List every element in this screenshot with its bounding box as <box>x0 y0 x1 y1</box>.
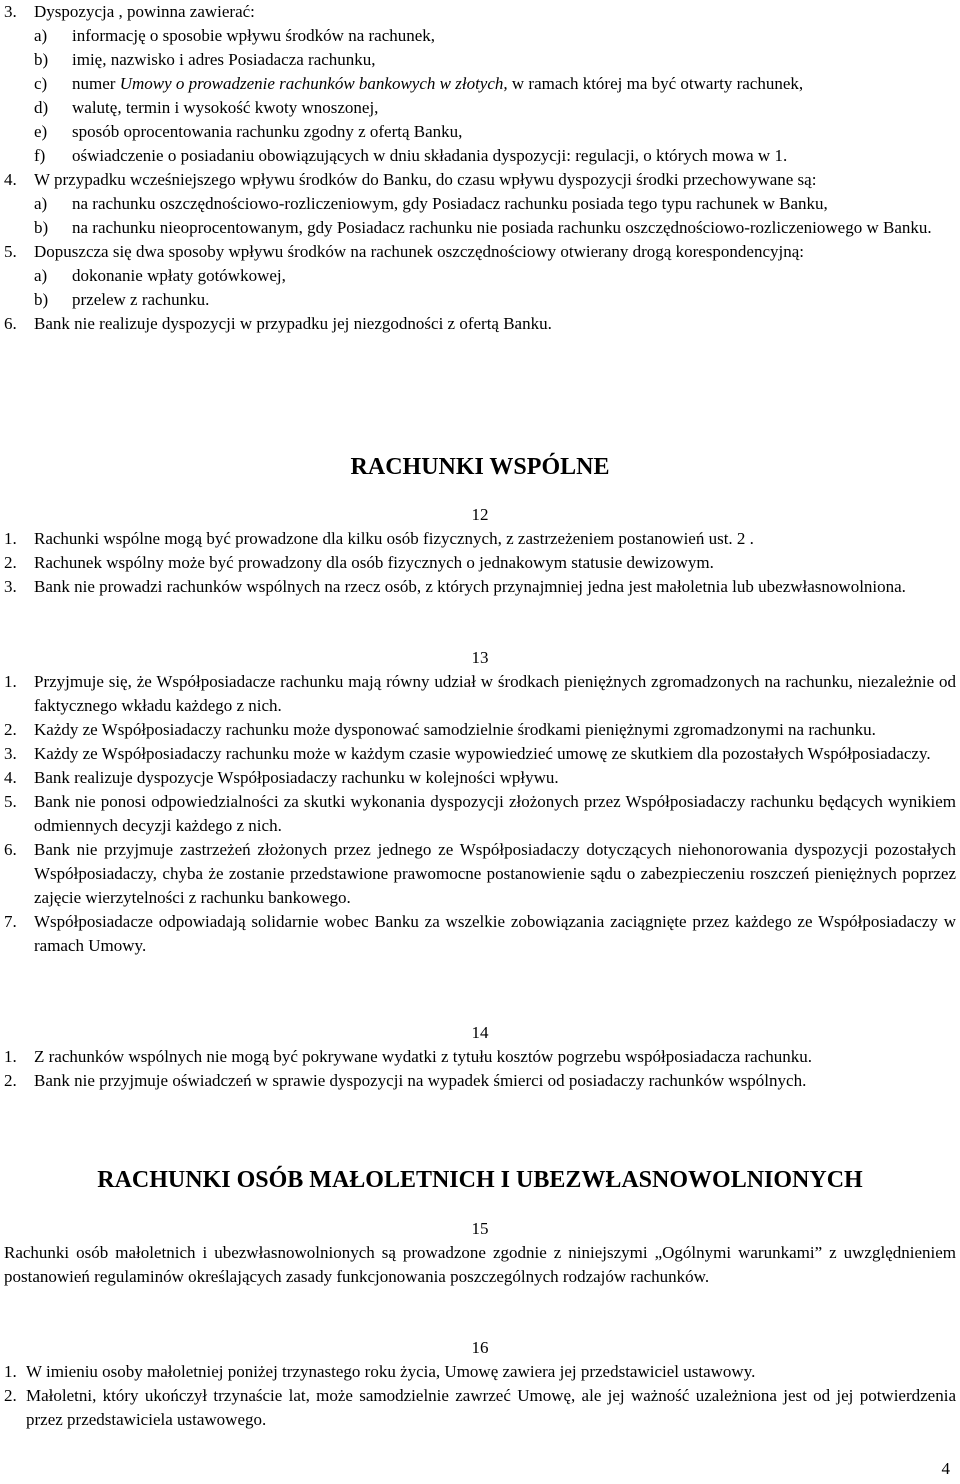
item-number: 3. <box>4 744 17 763</box>
item-text: Z rachunków wspólnych nie mogą być pokrywane wydatki z tytułu kosztów pogrzebu współposiadacza rachunku. <box>34 1047 813 1066</box>
list-item <box>4 527 956 551</box>
list-item <box>4 790 956 838</box>
list-item <box>4 838 956 910</box>
item-text: W imieniu osoby małoletniej poniżej trzynastego roku życia, Umowę zawiera jej przedstawiciel ustawowy. <box>26 1362 756 1381</box>
sub-item-text: sposób oprocentowania rachunku zgodny z ofertą Banku, <box>72 122 463 141</box>
paragraph-title: 16 <box>471 1338 489 1357</box>
item-text: Każdy ze Współposiadaczy rachunku może dysponować samodzielnie środkami pieniężnymi zgromadzonymi na rachunku. <box>34 720 876 739</box>
italic-fragment: Umowy o prowadzenie rachunków bankowych w złotych, <box>119 74 508 93</box>
sub-item-text <box>72 72 956 96</box>
item-number: 4. <box>4 768 17 787</box>
sub-item-text: imię, nazwisko i adres Posiadacza rachunku, <box>72 50 376 69</box>
sub-item <box>34 144 956 168</box>
text-fragment: w ramach której ma być otwarty rachunek, <box>507 74 804 93</box>
list-item <box>4 910 956 958</box>
paragraph-12 <box>4 503 956 599</box>
item-text: Dopuszcza się dwa sposoby wpływu środków na rachunek oszczędnościowy otwierany drogą korespondencyjną: <box>34 242 804 261</box>
sub-item-letter: b) <box>34 290 49 309</box>
list-item <box>4 1045 956 1069</box>
item-text: Małoletni, który ukończył trzynaście lat, może samodzielnie zawrzeć Umowę, ale jej ważność uzależniona jest od jej potwierdzenia przez przedstawiciela ustawowego. <box>26 1386 956 1429</box>
paragraph-text: Rachunki osób małoletnich i ubezwłasnowolnionych są prowadzone zgodnie z niniejszymi „Ogólnymi warunkami” z uwzględnieniem postanowień regulaminów określających zasady funkcjonowania poszczególnych rodzajów rachunków. <box>4 1243 956 1286</box>
paragraph-title: 13 <box>471 648 489 667</box>
item-number: 3. <box>4 2 17 21</box>
paragraph-14 <box>4 1021 956 1093</box>
sub-item-text: na rachunku oszczędnościowo-rozliczeniowym, gdy Posiadacz rachunku posiada tego typu rachunek w Banku, <box>72 194 828 213</box>
sub-item-text: informację o sposobie wpływu środków na rachunek, <box>72 26 436 45</box>
list-item <box>4 1360 956 1384</box>
sub-item <box>34 120 956 144</box>
sub-item-letter: a) <box>34 266 48 285</box>
paragraph-16 <box>4 1336 956 1432</box>
section-heading: RACHUNKI WSPÓLNE <box>350 454 610 480</box>
item-number: 3. <box>4 577 17 596</box>
sub-item-letter: a) <box>34 26 48 45</box>
sub-item <box>34 24 956 48</box>
sub-item-letter: f) <box>34 146 46 165</box>
sub-item-letter: d) <box>34 98 49 117</box>
sub-item <box>34 192 956 216</box>
sub-item-text: oświadczenie o posiadaniu obowiązujących w dniu składania dyspozycji: regulacji, o których mowa w 1. <box>72 146 788 165</box>
list-item <box>4 766 956 790</box>
item-text: Każdy ze Współposiadaczy rachunku może w każdym czasie wypowiedzieć umowę ze skutkiem dla pozostałych Współposiadaczy. <box>34 744 931 763</box>
list-item <box>4 575 956 599</box>
item-number: 5. <box>4 792 17 811</box>
item-number: 6. <box>4 840 17 859</box>
item-number: 5. <box>4 242 17 261</box>
item-text: W przypadku wcześniejszego wpływu środków do Banku, do czasu wpływu dyspozycji środki przechowywane są: <box>34 170 817 189</box>
sub-item-letter: c) <box>34 74 48 93</box>
list-item <box>4 0 956 24</box>
item-number: 2. <box>4 1386 17 1405</box>
item-text: Przyjmuje się, że Współposiadacze rachunku mają równy udział w środkach pieniężnych zgromadzonych na rachunku, niezależnie od faktycznego wkładu każdego z nich. <box>34 672 956 715</box>
sub-item <box>34 264 956 288</box>
sub-item-text: walutę, termin i wysokość kwoty wnoszonej, <box>72 98 379 117</box>
item-number: 1. <box>4 672 17 691</box>
item-text: Rachunek wspólny może być prowadzony dla osób fizycznych o jednakowym statusie dewizowym. <box>34 553 714 572</box>
sub-item <box>34 96 956 120</box>
sub-item-text: dokonanie wpłaty gotówkowej, <box>72 266 286 285</box>
list-item <box>4 670 956 718</box>
paragraph-13 <box>4 646 956 958</box>
item-number: 4. <box>4 170 17 189</box>
item-text: Dyspozycja , powinna zawierać: <box>34 2 255 21</box>
sub-item <box>34 48 956 72</box>
section-top <box>4 0 956 336</box>
list-item <box>4 742 956 766</box>
text-fragment: numer <box>72 74 120 93</box>
list-item <box>4 718 956 742</box>
item-number: 7. <box>4 912 17 931</box>
item-number: 1. <box>4 1047 17 1066</box>
sub-item <box>34 72 956 96</box>
item-text: Bank nie prowadzi rachunków wspólnych na rzecz osób, z których przynajmniej jedna jest małoletnia lub ubezwłasnowolniona. <box>34 577 906 596</box>
list-item <box>4 1069 956 1093</box>
sub-item-letter: e) <box>34 122 48 141</box>
item-text: Bank nie przyjmuje zastrzeżeń złożonych przez jednego ze Współposiadaczy dotyczących niehonorowania dyspozycji pozostałych Współposiadaczy, chyba że zostanie przedstawione prawomocne postanowienie sądu o zabezpieczeniu roszczeń pieniężnych poprzez zajęcie wierzytelności z rachunku bankowego. <box>34 840 956 907</box>
item-number: 1. <box>4 529 17 548</box>
sub-item-text: na rachunku nieoprocentowanym, gdy Posiadacz rachunku nie posiada rachunku oszczędnościowo-rozliczeniowego w Banku. <box>72 218 932 237</box>
section-heading: RACHUNKI OSÓB MAŁOLETNICH I UBEZWŁASNOWOLNIONYCH <box>97 1167 863 1193</box>
item-text: Bank nie realizuje dyspozycji w przypadku jej niezgodności z ofertą Banku. <box>34 314 552 333</box>
sub-item <box>34 216 956 240</box>
paragraph-15 <box>4 1217 956 1289</box>
item-number: 1. <box>4 1362 17 1381</box>
sub-item-letter: b) <box>34 50 49 69</box>
page-number: 4 <box>941 1459 950 1478</box>
item-number: 6. <box>4 314 17 333</box>
item-number: 2. <box>4 553 17 572</box>
list-item <box>4 551 956 575</box>
paragraph-title: 12 <box>471 505 489 524</box>
item-text: Bank nie ponosi odpowiedzialności za skutki wykonania dyspozycji złożonych przez Współposiadaczy rachunku będących wynikiem odmiennych decyzji każdego z nich. <box>34 792 956 835</box>
list-item <box>4 1384 956 1432</box>
item-text: Bank realizuje dyspozycje Współposiadaczy rachunku w kolejności wpływu. <box>34 768 559 787</box>
sub-item-text: przelew z rachunku. <box>72 290 210 309</box>
list-item <box>4 240 956 264</box>
item-number: 2. <box>4 720 17 739</box>
item-text: Współposiadacze odpowiadają solidarnie wobec Banku za wszelkie zobowiązania zaciągnięte przez każdego ze Współposiadaczy w ramach Umowy. <box>34 912 956 955</box>
list-item <box>4 312 956 336</box>
sub-item <box>34 288 956 312</box>
sub-item-letter: b) <box>34 218 49 237</box>
list-item <box>4 168 956 192</box>
sub-item-letter: a) <box>34 194 48 213</box>
item-number: 2. <box>4 1071 17 1090</box>
item-text: Rachunki wspólne mogą być prowadzone dla kilku osób fizycznych, z zastrzeżeniem postanowień ust. 2 . <box>34 529 754 548</box>
paragraph-title: 14 <box>471 1023 489 1042</box>
paragraph-title: 15 <box>471 1219 489 1238</box>
item-text: Bank nie przyjmuje oświadczeń w sprawie dyspozycji na wypadek śmierci od posiadaczy rachunków wspólnych. <box>34 1071 807 1090</box>
